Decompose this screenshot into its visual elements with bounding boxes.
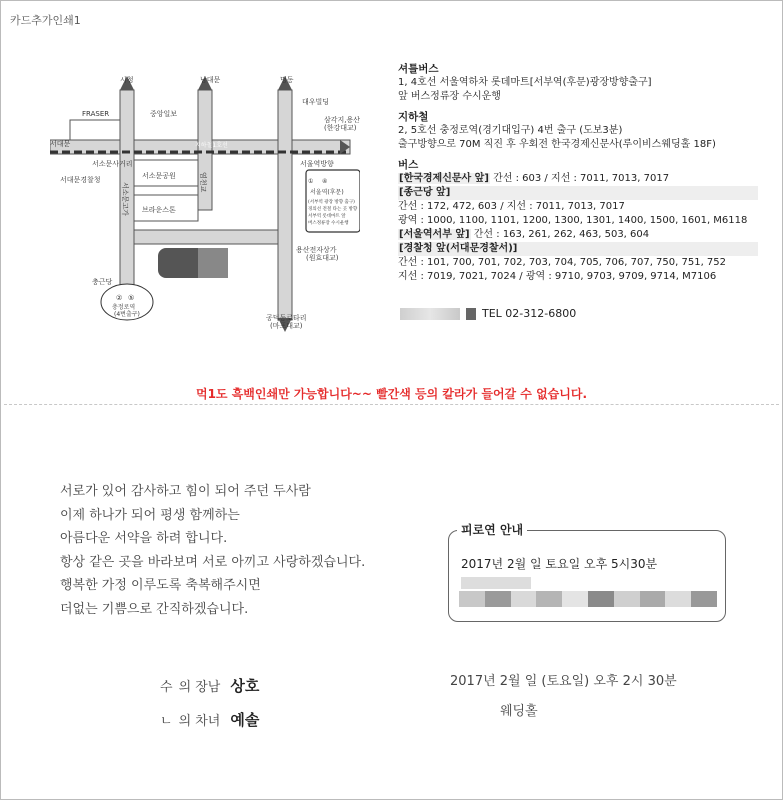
invitation-message <box>60 480 365 621</box>
bus-routes: 지선 : 7019, 7021, 7024 / 광역 : 9710, 9703, 9709, 9714, M7106 <box>398 271 717 282</box>
map-label: (4번출구) <box>114 311 140 318</box>
subway-line: 2, 5호선 충정로역(경기대입구) 4번 출구 (도보3분) <box>398 125 623 136</box>
map-label: 대우빌딩 <box>302 98 330 106</box>
map-label: 서울역방향 <box>300 160 334 168</box>
bride-relation: 의 차녀 <box>178 713 221 729</box>
shuttle-title: 셔틀버스 <box>398 63 439 75</box>
bus-stop-name: [한국경제신문사 앞] <box>399 173 489 184</box>
map-label: 시청 <box>120 76 134 84</box>
bus-routes: 광역 : 1000, 1100, 1101, 1200, 1300, 1301, 1400, 1500, 1601, M6118 <box>398 215 748 226</box>
map-label: 충근당 <box>92 278 113 286</box>
reception-box <box>448 523 726 622</box>
map-label: ① <box>308 178 314 185</box>
map-label: 경의선 전철 타는 곳 방향 <box>308 207 358 212</box>
map-label: ⑤ <box>128 294 135 302</box>
redacted-block <box>400 308 460 320</box>
map-label: 삼각지,용산 <box>324 116 360 124</box>
map-label: ④ <box>322 178 328 185</box>
map-label: (마포대교) <box>270 322 303 330</box>
document-title: 카드추가인쇄1 <box>10 14 81 27</box>
map-label: ② <box>116 294 123 302</box>
location-map <box>50 70 360 340</box>
map-label: 공덕동로타리 <box>266 314 307 322</box>
map-label: 남대문 <box>200 76 221 84</box>
road-vertical-right <box>278 90 292 320</box>
bus-routes: 간선 : 172, 472, 603 / 지선 : 7011, 7013, 7017 <box>398 201 625 212</box>
directions-panel <box>398 62 758 284</box>
groom-relation: 의 장남 <box>178 679 221 695</box>
map-label: 서대문경찰청 <box>60 176 101 184</box>
redacted-bar <box>459 591 717 607</box>
map-label: 버스정류장 수시운행 <box>308 221 349 226</box>
groom-parent: 수 <box>160 679 173 695</box>
print-notice: 먹1도 흑백인쇄만 가능합니다~~ 빨간색 등의 칼라가 들어갈 수 없습니다. <box>195 387 588 401</box>
wedding-date: 2017년 2월 일 (토요일) 오후 2시 30분 <box>450 674 677 689</box>
map-label: 서소문공원 <box>142 172 176 180</box>
bus-title: 버스 <box>398 159 419 171</box>
subway-line: 출구방향으로 70M 직진 후 우회전 한국경제신문사(루이비스웨딩홀 18F) <box>398 139 716 150</box>
shuttle-line: 앞 버스정류장 수시운행 <box>398 91 501 102</box>
bus-stop-name: [경찰청 앞(서대문경찰서)] <box>398 242 758 256</box>
map-label: 충정로역 <box>112 304 136 311</box>
map-label: 용산전자상가 <box>296 246 337 254</box>
bride-name: 예솔 <box>230 710 260 729</box>
bus-routes: 간선 : 603 / 지선 : 7011, 7013, 7017 <box>489 173 670 184</box>
bride-parent: ㄴ <box>160 713 173 729</box>
map-label: 서소문고가 <box>121 182 129 216</box>
tel-row <box>400 307 576 320</box>
groom-row <box>160 668 259 702</box>
map-label: 브라운스톤 <box>142 206 176 214</box>
bus-stop-row <box>398 172 758 186</box>
map-label: (한강대교) <box>324 124 357 132</box>
bus-stop-row <box>398 228 758 242</box>
bus-stop-name: [서울역서부 앞] <box>399 229 470 240</box>
map-label: (원효대교) <box>306 254 339 262</box>
message-line: 이제 하나가 되어 평생 함께하는 <box>60 507 240 523</box>
map-label: 서부역 롯데마트 앞 <box>308 214 346 219</box>
reception-title: 피로연 안내 <box>457 521 527 538</box>
bride-row <box>160 702 259 736</box>
subway-title: 지하철 <box>398 111 429 123</box>
map-label: 서소문사거리 <box>92 160 133 168</box>
redacted-block <box>461 577 531 589</box>
map-label: 명동 <box>280 76 294 84</box>
bus-routes: 간선 : 163, 261, 262, 463, 503, 604 <box>470 229 650 240</box>
map-label: FRASER <box>82 110 110 118</box>
message-line: 아름다운 서약을 하려 합니다. <box>60 531 228 546</box>
message-line: 더없는 기쁨으로 간직하겠습니다. <box>60 601 249 617</box>
couple-names <box>160 668 259 736</box>
map-label: 중앙일보 <box>150 110 178 118</box>
redacted-block <box>466 308 476 320</box>
bus-stop-name: [종근당 앞] <box>398 186 758 200</box>
message-line: 항상 같은 곳을 바라보며 서로 아끼고 사랑하겠습니다. <box>60 554 366 570</box>
message-line: 행복한 가정 이루도록 축복해주시면 <box>60 578 261 593</box>
map-label: (서부역 광장 방향 출구) <box>308 200 355 205</box>
map-label: 서대문 <box>50 140 71 148</box>
groom-name: 상호 <box>230 676 260 695</box>
wedding-hall: 웨딩홀 <box>500 704 538 719</box>
map-label: 서울역(후문) <box>310 189 344 196</box>
road-horizontal-lower <box>134 230 278 244</box>
shuttle-line: 1, 4호선 서울역하차 롯데마트[서부역(후문)광장방향출구] <box>398 77 652 88</box>
reception-date: 2017년 2월 일 토요일 오후 5시30분 <box>461 557 658 571</box>
map-label: 염천교 <box>199 172 207 193</box>
block-joongang <box>70 120 120 140</box>
message-line: 서로가 있어 감사하고 힘이 되어 주던 두사람 <box>60 484 311 499</box>
map-label: 지하철1호선 <box>195 142 228 149</box>
tel-number: TEL 02-312-6800 <box>482 307 577 320</box>
bus-routes: 간선 : 101, 700, 701, 702, 703, 704, 705, 706, 707, 750, 751, 752 <box>398 257 727 268</box>
fold-divider <box>4 404 779 405</box>
